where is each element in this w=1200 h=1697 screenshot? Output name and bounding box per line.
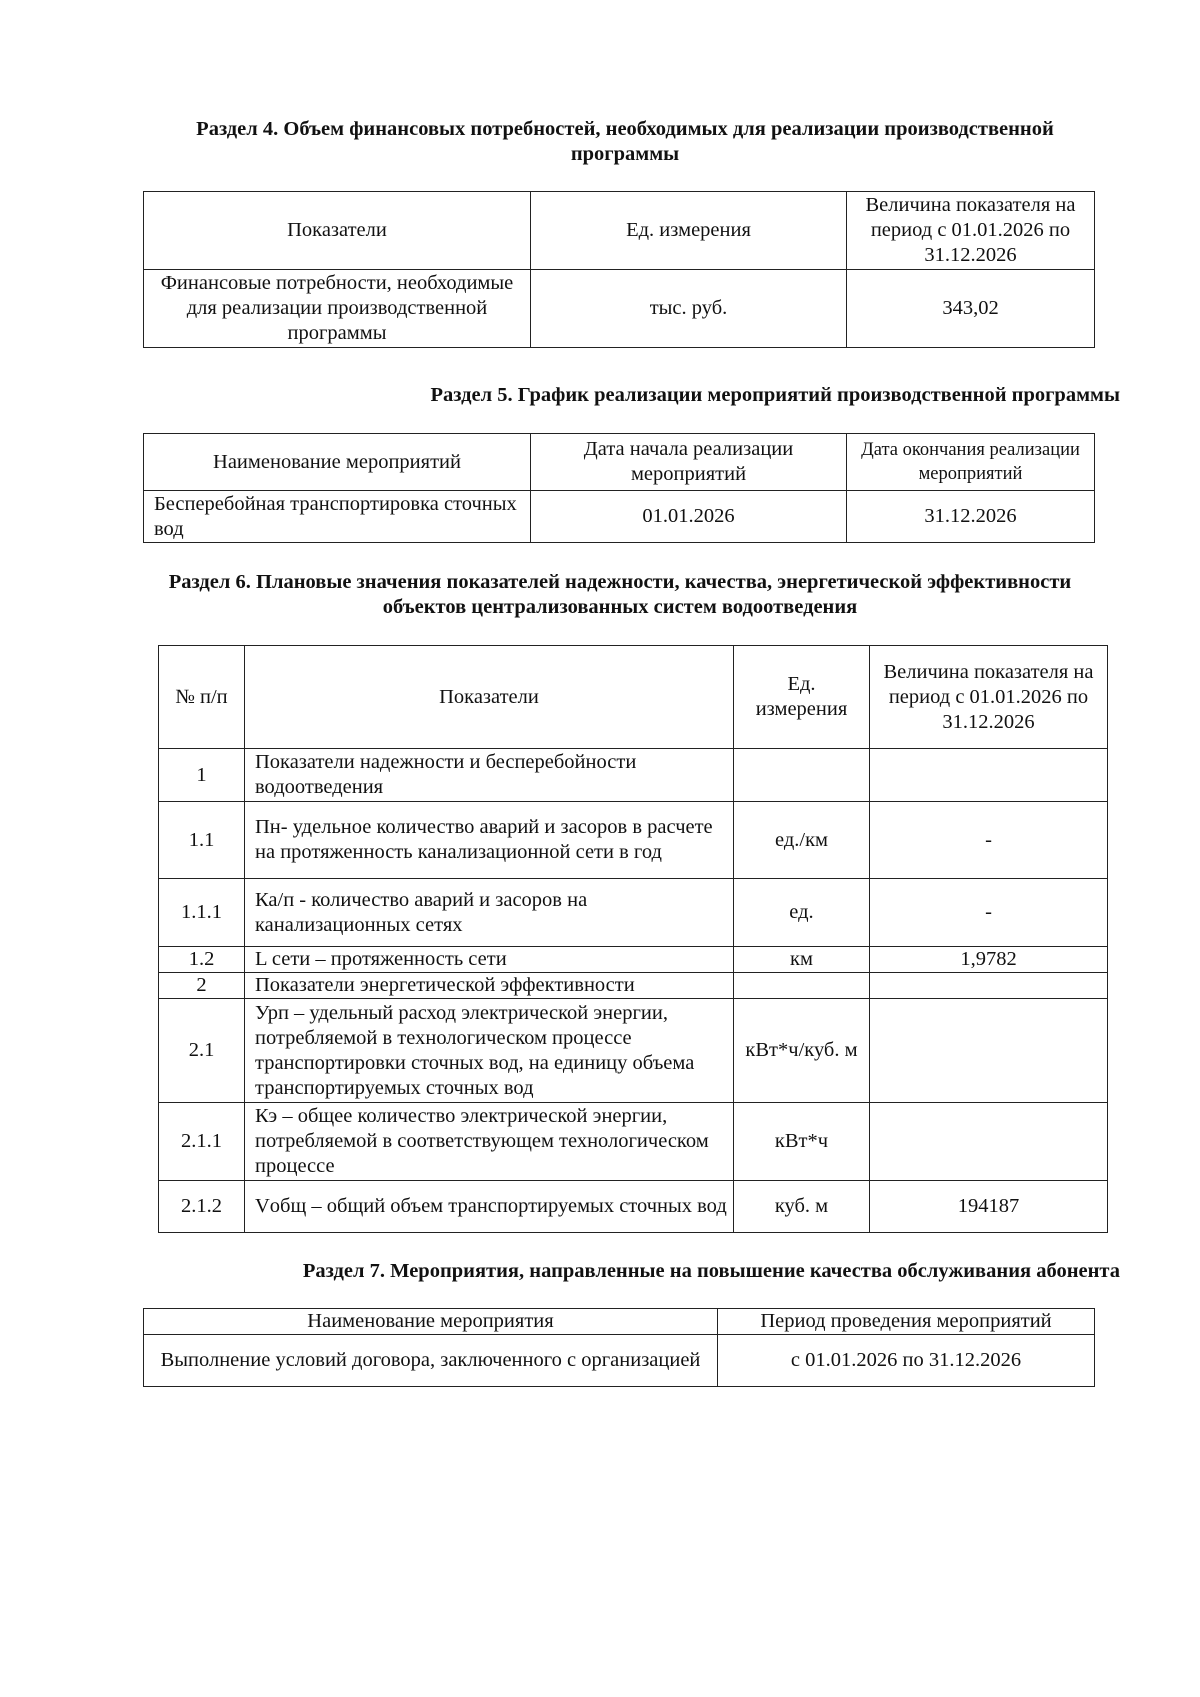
header-value: Величина показателя на период с 01.01.2026 по 31.12.2026: [847, 192, 1095, 270]
row-value: [870, 1103, 1108, 1181]
section7-table: [143, 1308, 1095, 1387]
header-period: Период проведения мероприятий: [718, 1309, 1095, 1335]
row-end-date: 31.12.2026: [847, 491, 1095, 543]
row-unit: кВт*ч/куб. м: [734, 999, 870, 1103]
table-row: [144, 1335, 1095, 1387]
table-row: [159, 1103, 1108, 1181]
row-value: [870, 973, 1108, 999]
row-number: 2.1: [159, 999, 245, 1103]
table-row: [159, 802, 1108, 879]
section6-table: [158, 645, 1108, 1233]
row-number: 2: [159, 973, 245, 999]
table-row: [159, 879, 1108, 947]
row-activity-name: Выполнение условий договора, заключенного с организацией: [144, 1335, 718, 1387]
row-indicator: Показатели энергетической эффективности: [245, 973, 734, 999]
row-value: -: [870, 802, 1108, 879]
section7-title: Раздел 7. Мероприятия, направленные на повышение качества обслуживания абонента: [302, 1260, 1120, 1282]
table-row: [159, 947, 1108, 973]
row-unit: [734, 973, 870, 999]
row-number: 1.1.1: [159, 879, 245, 947]
row-indicator: Показатели надежности и бесперебойности водоотведения: [245, 749, 734, 802]
section4-title: Раздел 4. Объем финансовых потребностей, необходимых для реализации производственной программы: [196, 118, 1054, 165]
row-value: [870, 749, 1108, 802]
row-indicator: Vобщ – общий объем транспортируемых сточных вод: [245, 1181, 734, 1233]
row-unit: куб. м: [734, 1181, 870, 1233]
header-activity-name: Наименование мероприятий: [144, 434, 531, 491]
section5-table: [143, 433, 1095, 543]
table-row: [159, 749, 1108, 802]
row-indicator: Кэ – общее количество электрической энергии, потребляемой в соответствующем технологическом процессе: [245, 1103, 734, 1181]
row-number: 2.1.2: [159, 1181, 245, 1233]
row-number: 1.1: [159, 802, 245, 879]
header-indicator: Показатели: [245, 646, 734, 749]
table-header-row: [144, 1309, 1095, 1335]
header-number: № п/п: [159, 646, 245, 749]
table-header-row: [159, 646, 1108, 749]
header-end-date: Дата окончания реализации мероприятий: [847, 434, 1095, 491]
header-indicator: Показатели: [144, 192, 531, 270]
table-header-row: [144, 192, 1095, 270]
row-unit: кВт*ч: [734, 1103, 870, 1181]
row-indicator: Финансовые потребности, необходимые для реализации производственной программы: [144, 270, 531, 348]
row-unit: км: [734, 947, 870, 973]
header-unit: Ед. измерения: [734, 646, 870, 749]
header-value: Величина показателя на период с 01.01.2026 по 31.12.2026: [870, 646, 1108, 749]
row-value: 343,02: [847, 270, 1095, 348]
row-value: 1,9782: [870, 947, 1108, 973]
row-indicator: Урп – удельный расход электрической энергии, потребляемой в технологическом процессе транспортировки сточных вод, на единицу объема транспортируемых сточных вод: [245, 999, 734, 1103]
row-value: 194187: [870, 1181, 1108, 1233]
table-header-row: [144, 434, 1095, 491]
row-unit: ед.: [734, 879, 870, 947]
row-unit: ед./км: [734, 802, 870, 879]
table-row: [159, 999, 1108, 1103]
row-number: 2.1.1: [159, 1103, 245, 1181]
row-number: 1: [159, 749, 245, 802]
table-row: [144, 270, 1095, 348]
row-indicator: Пн- удельное количество аварий и засоров в расчете на протяженность канализационной сети в год: [245, 802, 734, 879]
row-number: 1.2: [159, 947, 245, 973]
header-start-date: Дата начала реализации мероприятий: [531, 434, 847, 491]
table-row: [144, 491, 1095, 543]
section5-title: Раздел 5. График реализации мероприятий производственной программы: [430, 384, 1120, 406]
section4-table: [143, 191, 1095, 348]
row-value: [870, 999, 1108, 1103]
section6-title: Раздел 6. Плановые значения показателей надежности, качества, энергетической эффективности объектов централизованных систем водоотведения: [168, 571, 1072, 618]
row-unit: тыс. руб.: [531, 270, 847, 348]
row-value: -: [870, 879, 1108, 947]
row-indicator: L сети – протяженность сети: [245, 947, 734, 973]
row-activity-name: Бесперебойная транспортировка сточных вод: [144, 491, 531, 543]
row-period: с 01.01.2026 по 31.12.2026: [718, 1335, 1095, 1387]
header-activity-name: Наименование мероприятия: [144, 1309, 718, 1335]
header-unit: Ед. измерения: [531, 192, 847, 270]
row-indicator: Ка/п - количество аварий и засоров на канализационных сетях: [245, 879, 734, 947]
table-row: [159, 973, 1108, 999]
row-start-date: 01.01.2026: [531, 491, 847, 543]
table-row: [159, 1181, 1108, 1233]
row-unit: [734, 749, 870, 802]
